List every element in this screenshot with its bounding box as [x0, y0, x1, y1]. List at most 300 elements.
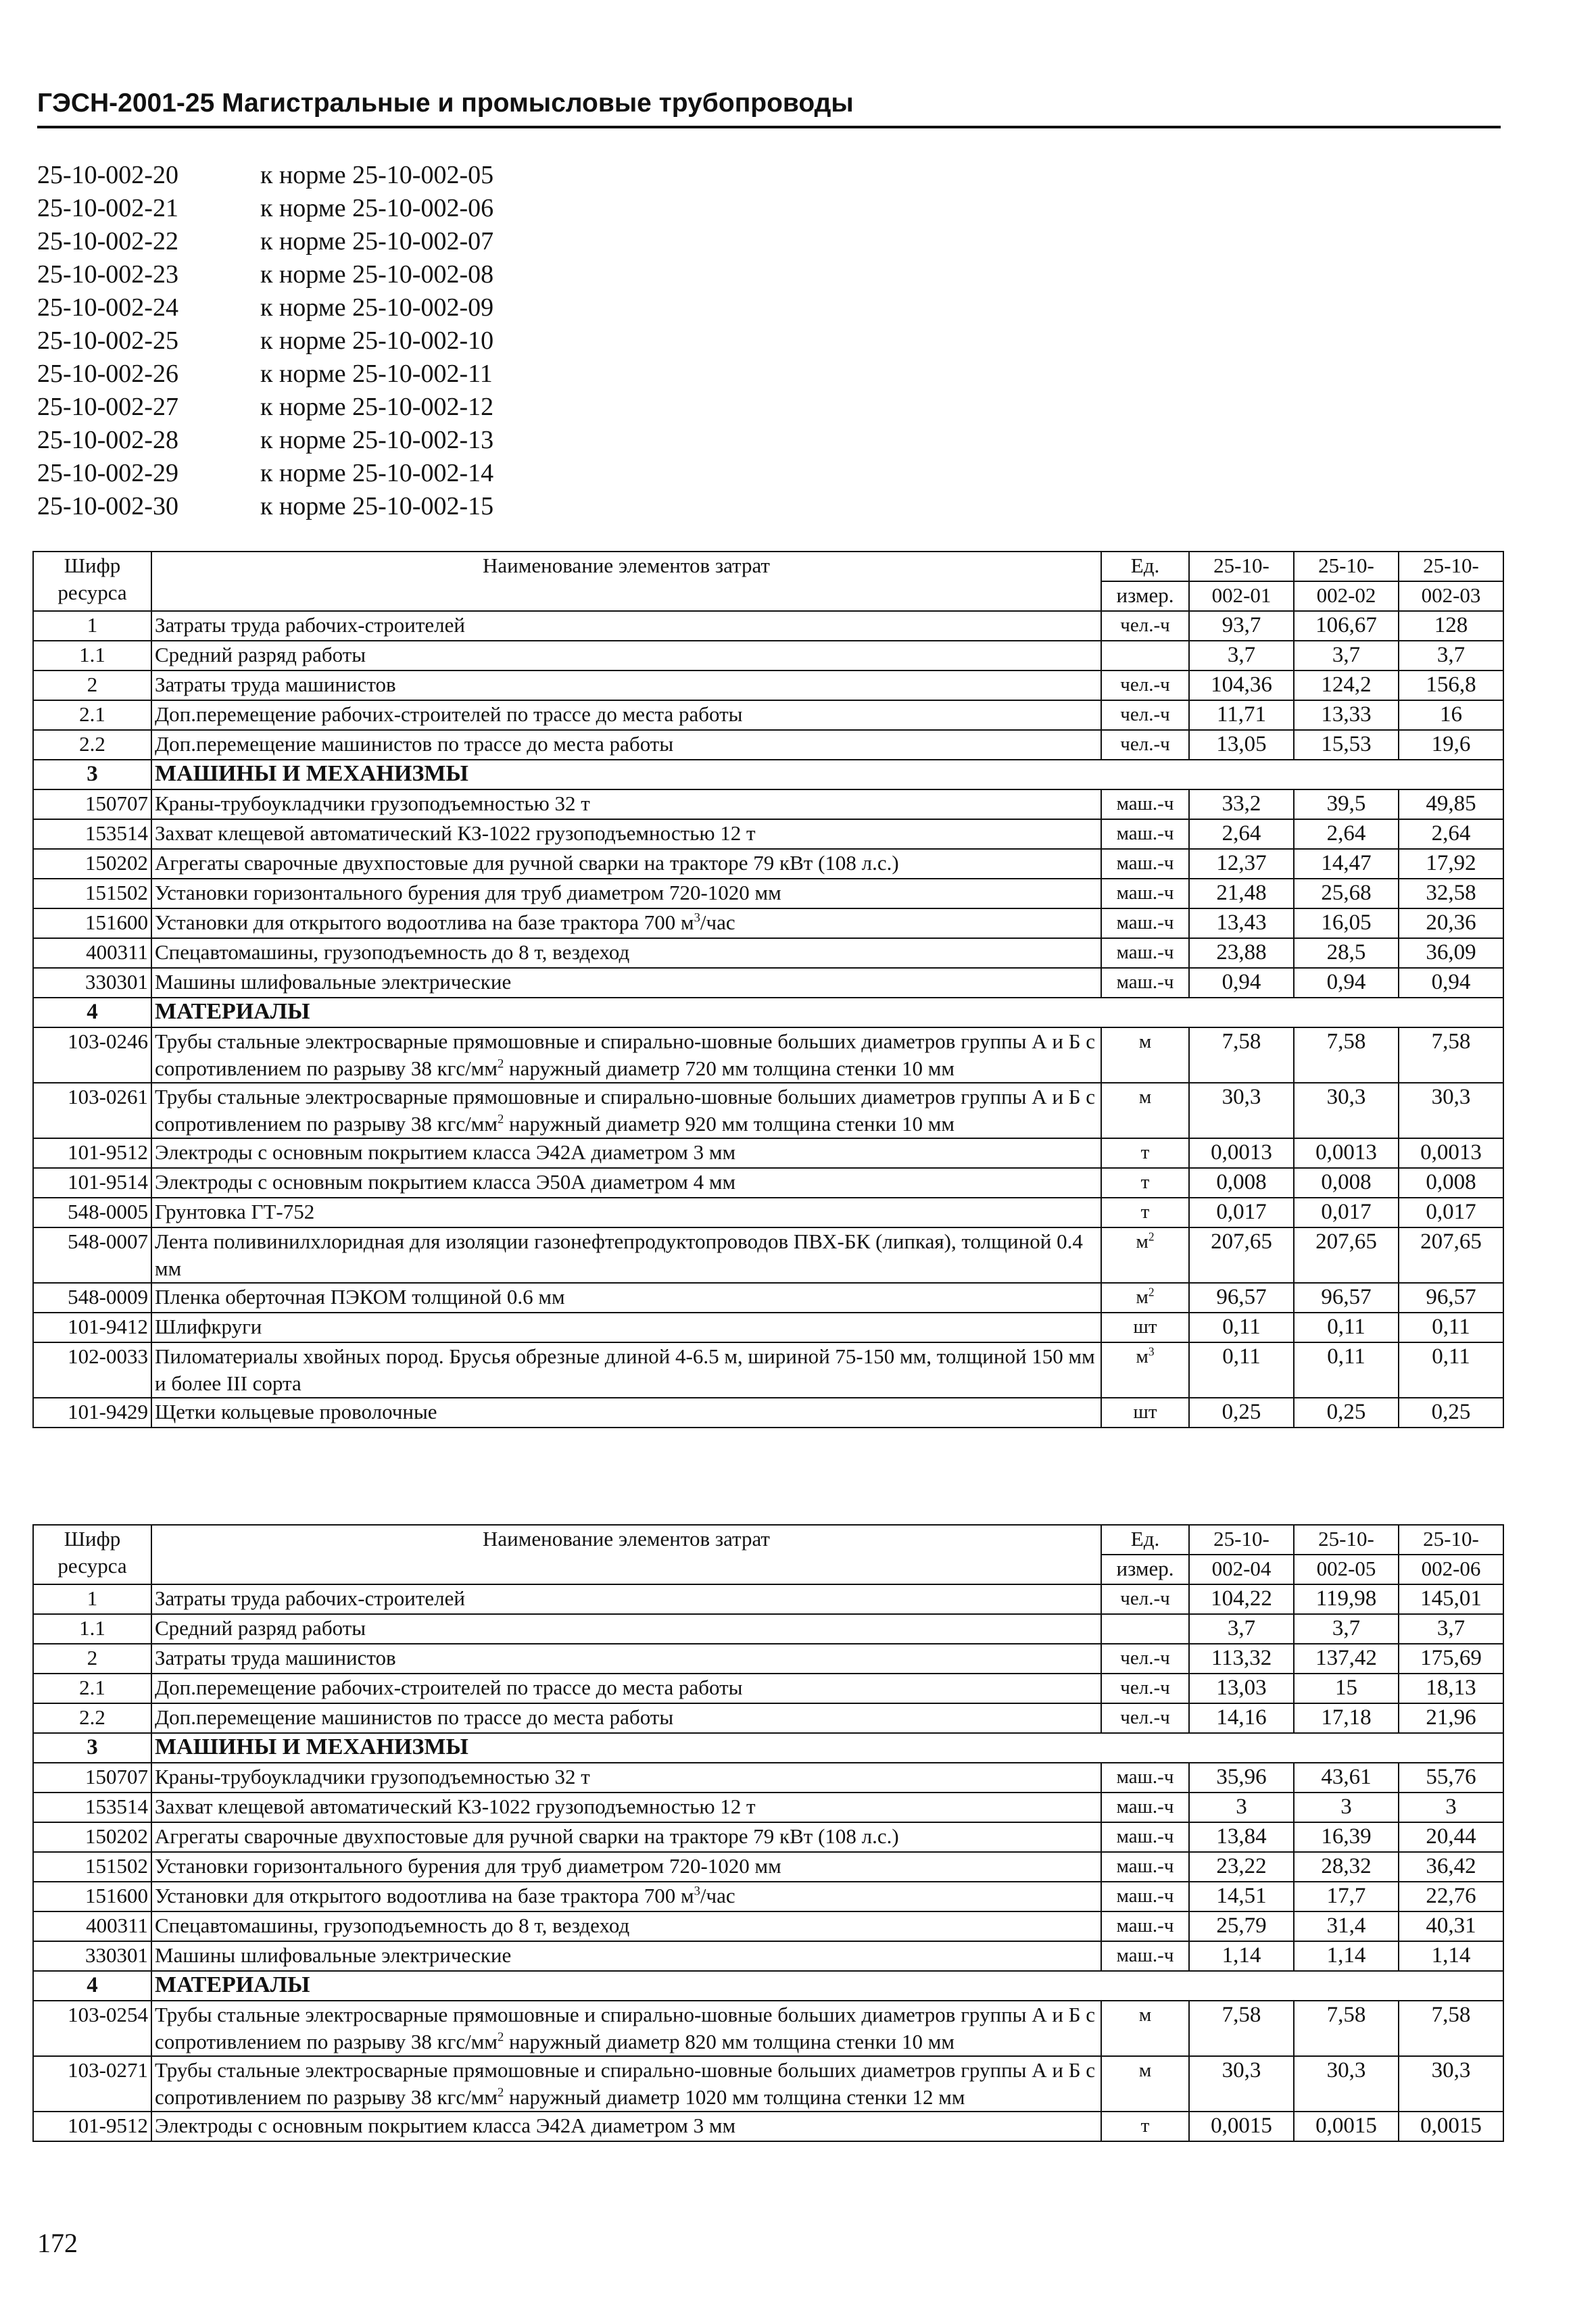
resource-unit: т: [1101, 1138, 1189, 1168]
resource-value: 23,22: [1189, 1852, 1294, 1882]
resource-value: 14,16: [1189, 1703, 1294, 1733]
reference-row: [37, 258, 646, 291]
section-title: МАТЕРИАЛЫ: [151, 998, 1503, 1027]
resource-value: 31,4: [1294, 1911, 1399, 1941]
resource-row: [33, 671, 1503, 700]
resource-value: 15: [1294, 1674, 1399, 1703]
page-title: ГЭСН-2001-25 Магистральные и промысловые трубопроводы: [37, 89, 854, 118]
resource-name: Агрегаты сварочные двухпостовые для ручной сварки на тракторе 79 кВт (108 л.с.): [151, 849, 1101, 879]
resource-code: 2: [33, 671, 151, 700]
resource-value: 1,14: [1294, 1941, 1399, 1971]
resource-name: Средний разряд работы: [151, 1614, 1101, 1644]
resource-name: Щетки кольцевые проволочные: [151, 1398, 1101, 1428]
resource-row: [33, 879, 1503, 908]
resource-name: Краны-трубоукладчики грузоподъемностью 32 т: [151, 789, 1101, 819]
resource-unit: $м^3$: [1101, 1342, 1189, 1398]
resource-value: 11,71: [1189, 700, 1294, 730]
resource-value: 0,008: [1294, 1168, 1399, 1198]
resource-unit: т: [1101, 1168, 1189, 1198]
resource-value: 3: [1294, 1793, 1399, 1822]
resource-code: 151502: [33, 1852, 151, 1882]
resource-value: 36,42: [1399, 1852, 1503, 1882]
resource-code: 150707: [33, 1763, 151, 1793]
resource-value: 30,3: [1294, 2056, 1399, 2112]
resource-row: [33, 1941, 1503, 1971]
resource-code: 150202: [33, 849, 151, 879]
resource-value: 30,3: [1399, 2056, 1503, 2112]
resource-name: Машины шлифовальные электрические: [151, 1941, 1101, 1971]
resource-value: 0,94: [1399, 968, 1503, 998]
reference-row: [37, 324, 646, 358]
resource-row: [33, 2001, 1503, 2056]
resource-value: 19,6: [1399, 730, 1503, 760]
resource-value: 0,0015: [1399, 2112, 1503, 2141]
resource-code: 151502: [33, 879, 151, 908]
reference-code: 25-10-002-29: [37, 459, 178, 487]
resource-name: Электроды с основным покрытием класса Э50А диаметром 4 мм: [151, 1168, 1101, 1198]
resource-name: Трубы стальные электросварные прямошовные и спирально-шовные больших диаметров группы А и Б с сопротивлением по разрыву 38 кгс/$мм^2$ наружный диаметр 820 мм толщина стенки 10 мм: [151, 2001, 1101, 2056]
resource-value: 93,7: [1189, 611, 1294, 641]
resource-name: Доп.перемещение рабочих-строителей по трассе до места работы: [151, 1674, 1101, 1703]
header-norm-code: 002-05: [1294, 1555, 1399, 1584]
resource-unit: маш.-ч: [1101, 908, 1189, 938]
resource-value: 0,11: [1189, 1342, 1294, 1398]
resource-unit: чел.-ч: [1101, 671, 1189, 700]
reference-target: к норме 25-10-002-05: [260, 161, 494, 189]
resource-unit: шт: [1101, 1398, 1189, 1428]
header-code-line2: ресурса: [57, 1554, 127, 1578]
reference-target: к норме 25-10-002-10: [260, 326, 494, 355]
resource-value: 0,0015: [1189, 2112, 1294, 2141]
resource-row: [33, 2112, 1503, 2141]
resource-row: [33, 968, 1503, 998]
resource-value: 25,79: [1189, 1911, 1294, 1941]
resource-row: [33, 938, 1503, 968]
resource-unit: $м^2$: [1101, 1227, 1189, 1283]
resource-row: [33, 641, 1503, 671]
resource-code: 151600: [33, 908, 151, 938]
resource-name: Шлифкруги: [151, 1313, 1101, 1342]
reference-row: [37, 490, 646, 523]
resource-value: 0,11: [1399, 1342, 1503, 1398]
resource-name: Грунтовка ГТ-752: [151, 1198, 1101, 1227]
header-norm-code: 002-03: [1399, 581, 1503, 611]
page-number: 172: [37, 2228, 78, 2258]
resource-value: 3,7: [1399, 1614, 1503, 1644]
resource-value: 0,94: [1294, 968, 1399, 998]
header-norm-prefix: 25-10-: [1294, 1525, 1399, 1555]
resource-name: Доп.перемещение машинистов по трассе до места работы: [151, 1703, 1101, 1733]
resource-value: 14,51: [1189, 1882, 1294, 1911]
section-row: [33, 1971, 1503, 2001]
resource-name: Затраты труда машинистов: [151, 1644, 1101, 1674]
resource-value: 36,09: [1399, 938, 1503, 968]
resource-value: 0,017: [1189, 1198, 1294, 1227]
resource-value: 13,03: [1189, 1674, 1294, 1703]
resource-code: 1: [33, 611, 151, 641]
header-unit-line2: измер.: [1101, 1555, 1189, 1584]
resource-value: 22,76: [1399, 1882, 1503, 1911]
resource-code: 103-0254: [33, 2001, 151, 2056]
resource-name: Затраты труда рабочих-строителей: [151, 611, 1101, 641]
reference-code: 25-10-002-22: [37, 227, 178, 255]
header-name: Наименование элементов затрат: [151, 1525, 1101, 1584]
resource-code: 101-9412: [33, 1313, 151, 1342]
resource-value: 137,42: [1294, 1644, 1399, 1674]
resource-unit: чел.-ч: [1101, 1703, 1189, 1733]
resource-code: 2.1: [33, 700, 151, 730]
resource-row: [33, 1882, 1503, 1911]
reference-target: к норме 25-10-002-15: [260, 492, 494, 520]
resource-value: 17,92: [1399, 849, 1503, 879]
resource-value: 40,31: [1399, 1911, 1503, 1941]
resource-name: Затраты труда рабочих-строителей: [151, 1584, 1101, 1614]
resource-row: [33, 1644, 1503, 1674]
resource-unit: чел.-ч: [1101, 730, 1189, 760]
resource-row: [33, 1763, 1503, 1793]
norm-reference-list: [37, 159, 646, 523]
reference-target: к норме 25-10-002-14: [260, 459, 494, 487]
resource-row: [33, 611, 1503, 641]
resource-value: 104,22: [1189, 1584, 1294, 1614]
resource-code: 150202: [33, 1822, 151, 1852]
resource-value: 2,64: [1189, 819, 1294, 849]
resource-unit: маш.-ч: [1101, 1793, 1189, 1822]
resource-value: 96,57: [1189, 1283, 1294, 1313]
resource-row: [33, 1342, 1503, 1398]
resource-unit: маш.-ч: [1101, 1822, 1189, 1852]
resource-code: 400311: [33, 1911, 151, 1941]
resource-code: 2.2: [33, 1703, 151, 1733]
resource-code: 330301: [33, 1941, 151, 1971]
reference-target: к норме 25-10-002-08: [260, 260, 494, 289]
resource-value: 0,25: [1294, 1398, 1399, 1428]
resource-table-2: [32, 1524, 1504, 2142]
resource-row: [33, 789, 1503, 819]
resource-name: Электроды с основным покрытием класса Э42А диаметром 3 мм: [151, 2112, 1101, 2141]
resource-value: 7,58: [1399, 2001, 1503, 2056]
section-title: МАШИНЫ И МЕХАНИЗМЫ: [151, 1733, 1503, 1763]
resource-name: Установки горизонтального бурения для труб диаметром 720-1020 мм: [151, 1852, 1101, 1882]
resource-unit: маш.-ч: [1101, 1911, 1189, 1941]
resource-row: [33, 1614, 1503, 1644]
resource-value: 13,05: [1189, 730, 1294, 760]
table-header-row: [33, 1525, 1503, 1555]
resource-name: Доп.перемещение машинистов по трассе до места работы: [151, 730, 1101, 760]
resource-value: 17,18: [1294, 1703, 1399, 1733]
reference-row: [37, 358, 646, 391]
resource-unit: [1101, 1614, 1189, 1644]
resource-value: 128: [1399, 611, 1503, 641]
resource-value: 30,3: [1294, 1083, 1399, 1138]
resource-value: 3,7: [1189, 1614, 1294, 1644]
resource-code: 153514: [33, 1793, 151, 1822]
resource-name: Доп.перемещение рабочих-строителей по трассе до места работы: [151, 700, 1101, 730]
header-code-line1: Шифр: [64, 554, 121, 577]
resource-value: 0,11: [1399, 1313, 1503, 1342]
resource-unit: м: [1101, 1083, 1189, 1138]
resource-value: 28,5: [1294, 938, 1399, 968]
resource-value: 2,64: [1399, 819, 1503, 849]
resource-value: 145,01: [1399, 1584, 1503, 1614]
resource-value: 55,76: [1399, 1763, 1503, 1793]
header-code-line1: Шифр: [64, 1527, 121, 1551]
resource-value: 3,7: [1294, 641, 1399, 671]
resource-row: [33, 700, 1503, 730]
resource-unit: м: [1101, 1027, 1189, 1083]
header-code-line2: ресурса: [57, 581, 127, 604]
resource-unit: чел.-ч: [1101, 611, 1189, 641]
resource-value: 21,48: [1189, 879, 1294, 908]
header-code: [33, 552, 151, 611]
resource-value: 17,7: [1294, 1882, 1399, 1911]
resource-unit: маш.-ч: [1101, 938, 1189, 968]
resource-row: [33, 1674, 1503, 1703]
resource-value: 113,32: [1189, 1644, 1294, 1674]
resource-value: 0,0013: [1399, 1138, 1503, 1168]
header-code: [33, 1525, 151, 1584]
resource-value: 0,008: [1189, 1168, 1294, 1198]
resource-value: 7,58: [1294, 2001, 1399, 2056]
section-row: [33, 998, 1503, 1027]
resource-name: Установки для открытого водоотлива на базе трактора 700 $м^3$/час: [151, 908, 1101, 938]
resource-value: 16: [1399, 700, 1503, 730]
resource-code: 1.1: [33, 1614, 151, 1644]
resource-row: [33, 849, 1503, 879]
resource-value: 43,61: [1294, 1763, 1399, 1793]
resource-code: 151600: [33, 1882, 151, 1911]
reference-code: 25-10-002-24: [37, 293, 178, 322]
resource-value: 13,43: [1189, 908, 1294, 938]
resource-value: 156,8: [1399, 671, 1503, 700]
section-title: МАТЕРИАЛЫ: [151, 1971, 1503, 2001]
resource-unit: чел.-ч: [1101, 1674, 1189, 1703]
reference-code: 25-10-002-21: [37, 194, 178, 222]
header-unit-line2: измер.: [1101, 581, 1189, 611]
resource-value: 7,58: [1294, 1027, 1399, 1083]
resource-value: 207,65: [1399, 1227, 1503, 1283]
resource-unit: маш.-ч: [1101, 789, 1189, 819]
resource-code: 103-0246: [33, 1027, 151, 1083]
resource-code: 103-0261: [33, 1083, 151, 1138]
resource-value: 3,7: [1189, 641, 1294, 671]
resource-value: 0,11: [1294, 1313, 1399, 1342]
page-header: [37, 87, 1501, 128]
resource-name: Агрегаты сварочные двухпостовые для ручной сварки на тракторе 79 кВт (108 л.с.): [151, 1822, 1101, 1852]
reference-code: 25-10-002-27: [37, 393, 178, 421]
resource-name: Установки горизонтального бурения для труб диаметром 720-1020 мм: [151, 879, 1101, 908]
header-norm-code: 002-06: [1399, 1555, 1503, 1584]
header-norm-code: 002-02: [1294, 581, 1399, 611]
header-norm-prefix: 25-10-: [1294, 552, 1399, 581]
resource-row: [33, 1168, 1503, 1198]
resource-row: [33, 1703, 1503, 1733]
resource-row: [33, 1584, 1503, 1614]
section-title: МАШИНЫ И МЕХАНИЗМЫ: [151, 760, 1503, 789]
resource-code: 101-9512: [33, 1138, 151, 1168]
resource-unit: м: [1101, 2001, 1189, 2056]
reference-target: к норме 25-10-002-06: [260, 194, 494, 222]
resource-value: 14,47: [1294, 849, 1399, 879]
reference-code: 25-10-002-20: [37, 161, 178, 189]
reference-target: к норме 25-10-002-07: [260, 227, 494, 255]
reference-code: 25-10-002-30: [37, 492, 178, 520]
reference-target: к норме 25-10-002-13: [260, 426, 494, 454]
resource-value: 0,0013: [1294, 1138, 1399, 1168]
resource-row: [33, 1313, 1503, 1342]
resource-unit: маш.-ч: [1101, 819, 1189, 849]
resource-value: 30,3: [1189, 2056, 1294, 2112]
resource-value: 30,3: [1189, 1083, 1294, 1138]
resource-unit: маш.-ч: [1101, 1852, 1189, 1882]
resource-code: 3: [33, 760, 151, 789]
header-unit: Ед.: [1101, 1525, 1189, 1555]
resource-value: 0,11: [1189, 1313, 1294, 1342]
resource-unit: т: [1101, 1198, 1189, 1227]
resource-name: Трубы стальные электросварные прямошовные и спирально-шовные больших диаметров группы А и Б с сопротивлением по разрыву 38 кгс/$мм^2$ наружный диаметр 1020 мм толщина стенки 12 мм: [151, 2056, 1101, 2112]
header-name: Наименование элементов затрат: [151, 552, 1101, 611]
resource-name: Пиломатериалы хвойных пород. Брусья обрезные длиной 4-6.5 м, шириной 75-150 мм, толщиной 150 мм и более III сорта: [151, 1342, 1101, 1398]
reference-target: к норме 25-10-002-09: [260, 293, 494, 322]
resource-value: 23,88: [1189, 938, 1294, 968]
resource-unit: маш.-ч: [1101, 1882, 1189, 1911]
resource-value: 3: [1399, 1793, 1503, 1822]
resource-unit: маш.-ч: [1101, 1941, 1189, 1971]
resource-code: 548-0005: [33, 1198, 151, 1227]
resource-unit: м: [1101, 2056, 1189, 2112]
resource-name: Захват клещевой автоматический КЗ-1022 грузоподъемностью 12 т: [151, 1793, 1101, 1822]
resource-name: Трубы стальные электросварные прямошовные и спирально-шовные больших диаметров группы А и Б с сопротивлением по разрыву 38 кгс/$мм^2$ наружный диаметр 720 мм толщина стенки 10 мм: [151, 1027, 1101, 1083]
resource-value: 104,36: [1189, 671, 1294, 700]
resource-row: [33, 819, 1503, 849]
resource-value: 49,85: [1399, 789, 1503, 819]
header-norm-code: 002-04: [1189, 1555, 1294, 1584]
resource-code: 150707: [33, 789, 151, 819]
resource-code: 400311: [33, 938, 151, 968]
reference-target: к норме 25-10-002-12: [260, 393, 494, 421]
resource-code: 4: [33, 1971, 151, 2001]
resource-value: 32,58: [1399, 879, 1503, 908]
resource-value: 20,44: [1399, 1822, 1503, 1852]
resource-value: 21,96: [1399, 1703, 1503, 1733]
resource-name: Машины шлифовальные электрические: [151, 968, 1101, 998]
reference-row: [37, 225, 646, 258]
resource-value: 207,65: [1189, 1227, 1294, 1283]
section-row: [33, 760, 1503, 789]
resource-name: Трубы стальные электросварные прямошовные и спирально-шовные больших диаметров группы А и Б с сопротивлением по разрыву 38 кгс/$мм^2$ наружный диаметр 920 мм толщина стенки 10 мм: [151, 1083, 1101, 1138]
resource-unit: т: [1101, 2112, 1189, 2141]
header-norm-prefix: 25-10-: [1399, 1525, 1503, 1555]
resource-name: Лента поливинилхлоридная для изоляции газонефтепродуктопроводов ПВХ-БК (липкая), толщиной 0.4 мм: [151, 1227, 1101, 1283]
resource-unit: маш.-ч: [1101, 849, 1189, 879]
resource-unit: чел.-ч: [1101, 1644, 1189, 1674]
resource-value: 119,98: [1294, 1584, 1399, 1614]
resource-code: 330301: [33, 968, 151, 998]
resource-value: 15,53: [1294, 730, 1399, 760]
resource-row: [33, 1283, 1503, 1313]
resource-value: 28,32: [1294, 1852, 1399, 1882]
resource-row: [33, 1138, 1503, 1168]
resource-value: 0,25: [1189, 1398, 1294, 1428]
reference-row: [37, 159, 646, 192]
resource-value: 1,14: [1189, 1941, 1294, 1971]
resource-row: [33, 1083, 1503, 1138]
header-norm-prefix: 25-10-: [1189, 1525, 1294, 1555]
reference-row: [37, 457, 646, 490]
resource-row: [33, 1852, 1503, 1882]
resource-value: 39,5: [1294, 789, 1399, 819]
resource-code: 548-0009: [33, 1283, 151, 1313]
resource-value: 2,64: [1294, 819, 1399, 849]
reference-code: 25-10-002-23: [37, 260, 178, 289]
resource-name: Захват клещевой автоматический КЗ-1022 грузоподъемностью 12 т: [151, 819, 1101, 849]
resource-row: [33, 1911, 1503, 1941]
reference-row: [37, 291, 646, 324]
resource-code: 2.1: [33, 1674, 151, 1703]
resource-value: 20,36: [1399, 908, 1503, 938]
table-header-row: [33, 552, 1503, 581]
resource-name: Электроды с основным покрытием класса Э42А диаметром 3 мм: [151, 1138, 1101, 1168]
resource-row: [33, 908, 1503, 938]
resource-code: 4: [33, 998, 151, 1027]
resource-row: [33, 1227, 1503, 1283]
section-row: [33, 1733, 1503, 1763]
resource-value: 0,25: [1399, 1398, 1503, 1428]
reference-code: 25-10-002-28: [37, 426, 178, 454]
resource-name: Затраты труда машинистов: [151, 671, 1101, 700]
resource-name: Спецавтомашины, грузоподъемность до 8 т, вездеход: [151, 938, 1101, 968]
resource-table-1: [32, 551, 1504, 1428]
reference-row: [37, 424, 646, 457]
resource-value: 3: [1189, 1793, 1294, 1822]
resource-name: Краны-трубоукладчики грузоподъемностью 32 т: [151, 1763, 1101, 1793]
resource-code: 2.2: [33, 730, 151, 760]
resource-row: [33, 730, 1503, 760]
resource-value: 0,11: [1294, 1342, 1399, 1398]
reference-target: к норме 25-10-002-11: [260, 360, 493, 388]
resource-value: 175,69: [1399, 1644, 1503, 1674]
resource-unit: шт: [1101, 1313, 1189, 1342]
resource-value: 0,017: [1399, 1198, 1503, 1227]
resource-code: 548-0007: [33, 1227, 151, 1283]
resource-value: 13,33: [1294, 700, 1399, 730]
resource-value: 96,57: [1399, 1283, 1503, 1313]
resource-code: 2: [33, 1644, 151, 1674]
resource-value: 0,0013: [1189, 1138, 1294, 1168]
resource-value: 13,84: [1189, 1822, 1294, 1852]
resource-value: 30,3: [1399, 1083, 1503, 1138]
resource-name: Установки для открытого водоотлива на базе трактора 700 $м^3$/час: [151, 1882, 1101, 1911]
header-norm-code: 002-01: [1189, 581, 1294, 611]
resource-value: 0,008: [1399, 1168, 1503, 1198]
resource-unit: маш.-ч: [1101, 1763, 1189, 1793]
resource-row: [33, 1398, 1503, 1428]
resource-row: [33, 1822, 1503, 1852]
resource-value: 1,14: [1399, 1941, 1503, 1971]
resource-code: 3: [33, 1733, 151, 1763]
resource-unit: маш.-ч: [1101, 968, 1189, 998]
resource-value: 3,7: [1399, 641, 1503, 671]
resource-code: 101-9514: [33, 1168, 151, 1198]
resource-value: 7,58: [1189, 1027, 1294, 1083]
resource-row: [33, 1027, 1503, 1083]
resource-unit: маш.-ч: [1101, 879, 1189, 908]
resource-name: Спецавтомашины, грузоподъемность до 8 т, вездеход: [151, 1911, 1101, 1941]
resource-value: 35,96: [1189, 1763, 1294, 1793]
reference-row: [37, 391, 646, 424]
resource-value: 12,37: [1189, 849, 1294, 879]
resource-value: 0,017: [1294, 1198, 1399, 1227]
